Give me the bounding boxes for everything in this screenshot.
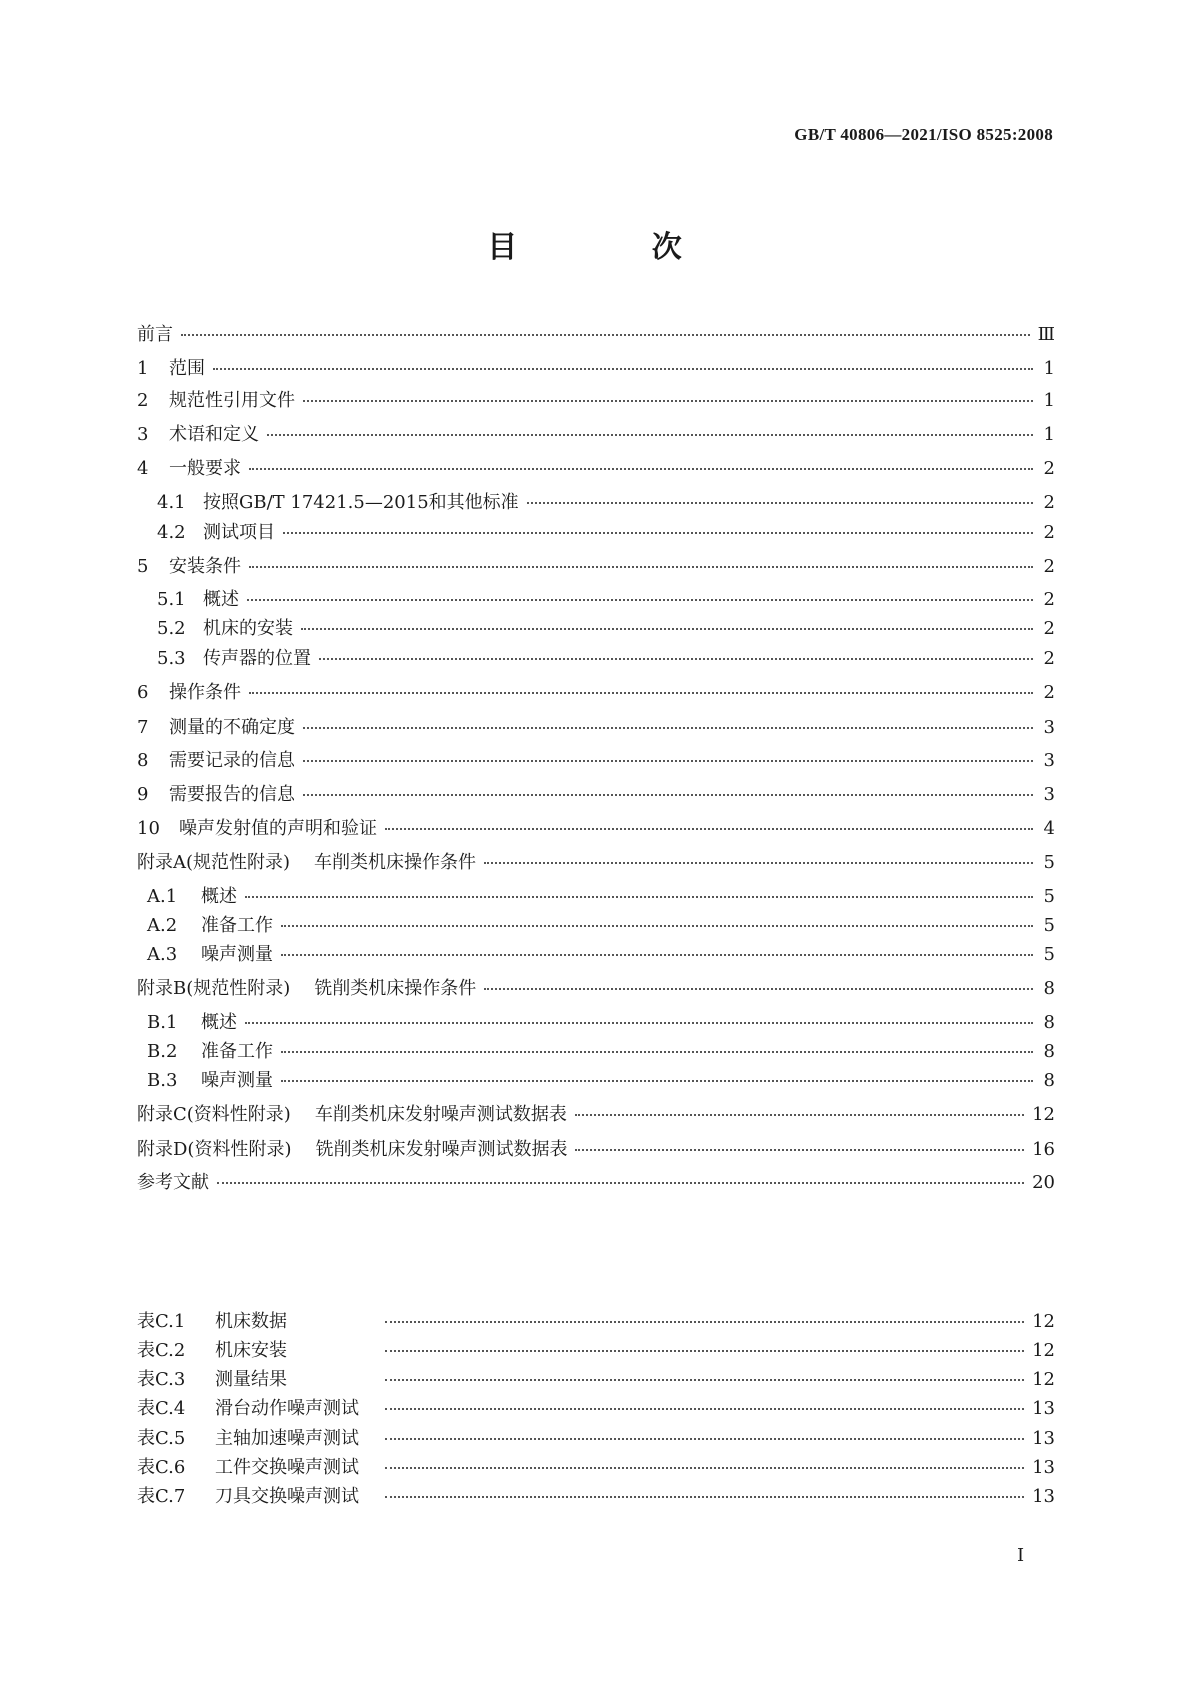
toc-entry[interactable] <box>137 426 1055 444</box>
toc-entry-page: 2 <box>1043 458 1055 479</box>
toc-entry-label <box>147 1043 273 1061</box>
toc-entry-page: 12 <box>1032 1104 1055 1125</box>
table-entry-label <box>137 1371 377 1389</box>
toc-entry-label <box>137 854 476 872</box>
toc-entry-number: B.3 <box>147 1070 178 1091</box>
toc-entry-label <box>147 1072 273 1090</box>
dot-leader <box>385 1467 1024 1469</box>
toc-entry-label <box>157 650 311 668</box>
toc-entry-label <box>137 1106 567 1124</box>
toc-entry[interactable] <box>137 917 1055 935</box>
table-entry[interactable] <box>137 1313 1055 1331</box>
table-entry[interactable] <box>137 1342 1055 1360</box>
toc-entry[interactable] <box>137 820 1055 838</box>
toc-entry-page: 2 <box>1043 522 1055 543</box>
table-entry-label <box>137 1400 377 1418</box>
toc-entry[interactable] <box>137 946 1055 964</box>
dot-leader <box>484 988 1033 990</box>
toc-entry[interactable] <box>137 650 1055 668</box>
toc-entry-title: 铣削类机床操作条件 <box>314 978 477 999</box>
table-entry-title: 测量结果 <box>215 1369 287 1390</box>
table-entry-label <box>137 1430 377 1448</box>
toc-entry-title: 规范性引用文件 <box>169 390 295 411</box>
toc-entry-page: 5 <box>1043 915 1055 936</box>
toc-entry-page: 2 <box>1043 682 1055 703</box>
toc-entry-title: 按照GB/T 17421.5—2015和其他标准 <box>203 492 519 513</box>
toc-entry-page: 8 <box>1043 1070 1055 1091</box>
toc-entry-label <box>137 752 295 770</box>
toc-entry-title: 参考文献 <box>137 1172 209 1193</box>
toc-entry-number: 2 <box>137 390 149 411</box>
toc-entry-page: 2 <box>1043 589 1055 610</box>
table-entry-page: 13 <box>1032 1398 1055 1419</box>
toc-entry-page: 5 <box>1043 852 1055 873</box>
toc-entry-title: 安装条件 <box>169 556 241 577</box>
toc-entry-page: 5 <box>1043 944 1055 965</box>
toc-entry-page: 4 <box>1043 818 1055 839</box>
toc-entry[interactable] <box>137 719 1055 737</box>
toc-entry-label <box>137 786 295 804</box>
dot-leader <box>575 1114 1024 1116</box>
standard-id: GB/T 40806—2021/ISO 8525:2008 <box>794 125 1053 144</box>
table-entry[interactable] <box>137 1488 1055 1506</box>
toc-entry-label <box>137 392 295 410</box>
toc-entry-page: 2 <box>1043 648 1055 669</box>
dot-leader <box>303 760 1033 762</box>
toc-entry-number: 附录D(资料性附录) <box>137 1139 292 1160</box>
toc-entry-label <box>147 917 273 935</box>
toc-entry[interactable] <box>137 620 1055 638</box>
dot-leader <box>385 1379 1024 1381</box>
dot-leader <box>283 532 1033 534</box>
toc-entry-page: 16 <box>1032 1139 1055 1160</box>
dot-leader <box>249 468 1033 470</box>
toc-entry-label <box>157 620 293 638</box>
toc-entry-label <box>137 460 241 478</box>
toc-entry-number: 8 <box>137 750 149 771</box>
table-entry-label <box>137 1488 377 1506</box>
toc-entry[interactable] <box>137 591 1055 609</box>
dot-leader <box>385 828 1033 830</box>
dot-leader <box>249 566 1033 568</box>
dot-leader <box>247 599 1033 601</box>
dot-leader <box>303 727 1033 729</box>
dot-leader <box>249 692 1033 694</box>
toc-entry-label <box>137 1141 567 1159</box>
toc-entry-title: 测量的不确定度 <box>169 717 295 738</box>
toc-entry-page: 1 <box>1043 358 1055 379</box>
toc-entry-number: 附录A(规范性附录) <box>137 852 291 873</box>
toc-entry-number: 9 <box>137 784 149 805</box>
dot-leader <box>575 1149 1024 1151</box>
toc-entry-label <box>147 1014 237 1032</box>
table-entry-page: 12 <box>1032 1369 1055 1390</box>
toc-entry[interactable] <box>137 1106 1055 1124</box>
table-entry-title: 机床数据 <box>215 1311 287 1332</box>
toc-entry-label <box>157 591 239 609</box>
toc-entry-number: 3 <box>137 424 149 445</box>
toc-entry-number: 4.2 <box>157 522 186 543</box>
dot-leader <box>281 925 1033 927</box>
toc-entry-title: 术语和定义 <box>169 424 259 445</box>
toc-entry[interactable] <box>137 524 1055 542</box>
table-entry[interactable] <box>137 1400 1055 1418</box>
toc-entry-page: 3 <box>1043 750 1055 771</box>
toc-entry-label <box>137 980 476 998</box>
toc-entry-label <box>147 946 273 964</box>
toc-entry[interactable] <box>137 1043 1055 1061</box>
toc-entry-label <box>137 1174 209 1192</box>
table-entry-label <box>137 1459 377 1477</box>
toc-entry-title: 传声器的位置 <box>203 648 311 669</box>
table-entry-number: 表C.5 <box>137 1428 186 1449</box>
toc-entry-title: 一般要求 <box>169 458 241 479</box>
toc-entry-label <box>137 558 241 576</box>
table-entry-label <box>137 1342 377 1360</box>
toc-entry-label <box>147 888 237 906</box>
toc-entry-title: 车削类机床发射噪声测试数据表 <box>314 1104 567 1125</box>
dot-leader <box>484 862 1033 864</box>
dot-leader <box>385 1438 1024 1440</box>
toc-entry-number: A.2 <box>147 915 178 936</box>
dot-leader <box>245 896 1033 898</box>
table-entry[interactable] <box>137 1459 1055 1477</box>
dot-leader <box>281 1080 1033 1082</box>
table-entry-page: 13 <box>1032 1457 1055 1478</box>
toc-entry-number: 附录B(规范性附录) <box>137 978 291 999</box>
toc-entry-title: 准备工作 <box>201 1041 273 1062</box>
toc-entry-number: A.1 <box>147 886 178 907</box>
toc-entry-page: 2 <box>1043 556 1055 577</box>
table-entry-label <box>137 1313 377 1331</box>
toc-entry[interactable] <box>137 558 1055 576</box>
dot-leader <box>385 1496 1024 1498</box>
toc-entry[interactable] <box>137 1014 1055 1032</box>
toc-entry[interactable] <box>137 888 1055 906</box>
toc-entry-page: 20 <box>1032 1172 1055 1193</box>
dot-leader <box>281 1051 1033 1053</box>
toc-entry-title: 车削类机床操作条件 <box>314 852 477 873</box>
toc-entry-title: 操作条件 <box>169 682 241 703</box>
toc-entry-title: 噪声测量 <box>201 944 273 965</box>
toc-entry-title: 概述 <box>201 1012 237 1033</box>
dot-leader <box>245 1022 1033 1024</box>
toc-entry-label <box>137 426 259 444</box>
table-entry-page: 12 <box>1032 1340 1055 1361</box>
dot-leader <box>303 794 1033 796</box>
dot-leader <box>385 1408 1024 1410</box>
toc-entry-number: A.3 <box>147 944 178 965</box>
table-entry-title: 主轴加速噪声测试 <box>215 1428 359 1449</box>
toc-entry-number: 5.1 <box>157 589 186 610</box>
table-entry-title: 刀具交换噪声测试 <box>215 1486 359 1507</box>
toc-entry-page: 2 <box>1043 492 1055 513</box>
toc-entry-number: 5.3 <box>157 648 186 669</box>
table-entry-title: 滑台动作噪声测试 <box>215 1398 359 1419</box>
toc-entry-number: 4 <box>137 458 149 479</box>
toc-entry-label <box>137 820 377 838</box>
toc-entry[interactable] <box>137 980 1055 998</box>
toc-entry[interactable] <box>137 494 1055 512</box>
dot-leader <box>281 954 1033 956</box>
dot-leader <box>303 400 1033 402</box>
page-title: 目 次 <box>487 230 744 265</box>
dot-leader <box>527 502 1033 504</box>
dot-leader <box>217 1182 1024 1184</box>
toc-entry[interactable] <box>137 326 1055 344</box>
toc-entry-title: 噪声测量 <box>201 1070 273 1091</box>
toc-entry-number: 附录C(资料性附录) <box>137 1104 291 1125</box>
toc-entry-page: 3 <box>1043 784 1055 805</box>
toc-entry-label <box>137 719 295 737</box>
toc-entry-title: 需要记录的信息 <box>169 750 295 771</box>
toc-entry-page: 8 <box>1043 978 1055 999</box>
toc-entry-number: 7 <box>137 717 149 738</box>
toc-entry-title: 前言 <box>137 324 173 345</box>
toc-entry[interactable] <box>137 854 1055 872</box>
table-entry-number: 表C.3 <box>137 1369 186 1390</box>
table-entry[interactable] <box>137 1371 1055 1389</box>
toc-entry[interactable] <box>137 1141 1055 1159</box>
toc-entry-number: 4.1 <box>157 492 186 513</box>
dot-leader <box>385 1350 1024 1352</box>
toc-entry-label <box>137 360 205 378</box>
table-entry-page: 13 <box>1032 1486 1055 1507</box>
dot-leader <box>385 1321 1024 1323</box>
toc-entry-label <box>157 494 519 512</box>
toc-entry[interactable] <box>137 1174 1055 1192</box>
table-entry-title: 工件交换噪声测试 <box>215 1457 359 1478</box>
toc-entry-page: 5 <box>1043 886 1055 907</box>
toc-entry-number: 1 <box>137 358 149 379</box>
toc-entry-number: 6 <box>137 682 149 703</box>
toc-entry-page: 1 <box>1043 424 1055 445</box>
table-entry-title: 机床安装 <box>215 1340 287 1361</box>
toc-entry-page: 2 <box>1043 618 1055 639</box>
toc-entry-page: 8 <box>1043 1041 1055 1062</box>
toc-entry-title: 概述 <box>203 589 239 610</box>
toc-entry[interactable] <box>137 392 1055 410</box>
toc-entry-title: 概述 <box>201 886 237 907</box>
table-entry-number: 表C.7 <box>137 1486 186 1507</box>
dot-leader <box>213 368 1033 370</box>
dot-leader <box>267 434 1033 436</box>
dot-leader <box>301 628 1033 630</box>
page-number: I <box>1017 1545 1025 1566</box>
table-entry-number: 表C.6 <box>137 1457 186 1478</box>
toc-entry-page: 3 <box>1043 717 1055 738</box>
toc-entry-label <box>137 326 173 344</box>
toc-entry-page: Ⅲ <box>1037 324 1055 345</box>
table-entry-page: 13 <box>1032 1428 1055 1449</box>
toc-entry[interactable] <box>137 1072 1055 1090</box>
toc-entry-title: 范围 <box>169 358 205 379</box>
toc-entry-title: 噪声发射值的声明和验证 <box>179 818 377 839</box>
dot-leader <box>181 334 1030 336</box>
toc-entry-title: 铣削类机床发射噪声测试数据表 <box>315 1139 568 1160</box>
table-entry-number: 表C.4 <box>137 1398 186 1419</box>
toc-entry-title: 准备工作 <box>201 915 273 936</box>
toc-entry-label <box>157 524 275 542</box>
toc-entry-title: 需要报告的信息 <box>169 784 295 805</box>
toc-entry-number: 5.2 <box>157 618 186 639</box>
toc-entry[interactable] <box>137 360 1055 378</box>
toc-entry-page: 1 <box>1043 390 1055 411</box>
table-entry-number: 表C.2 <box>137 1340 186 1361</box>
toc-entry[interactable] <box>137 460 1055 478</box>
toc-entry[interactable] <box>137 786 1055 804</box>
table-entry-number: 表C.1 <box>137 1311 186 1332</box>
toc-entry-number: 5 <box>137 556 149 577</box>
toc-entry-title: 测试项目 <box>203 522 275 543</box>
toc-entry-title: 机床的安装 <box>203 618 293 639</box>
toc-entry-number: 10 <box>137 818 160 839</box>
toc-entry-label <box>137 684 241 702</box>
dot-leader <box>319 658 1033 660</box>
toc-entry-number: B.1 <box>147 1012 178 1033</box>
table-entry[interactable] <box>137 1430 1055 1448</box>
toc-entry-page: 8 <box>1043 1012 1055 1033</box>
toc-entry[interactable] <box>137 684 1055 702</box>
table-entry-page: 12 <box>1032 1311 1055 1332</box>
toc-entry-number: B.2 <box>147 1041 178 1062</box>
toc-entry[interactable] <box>137 752 1055 770</box>
